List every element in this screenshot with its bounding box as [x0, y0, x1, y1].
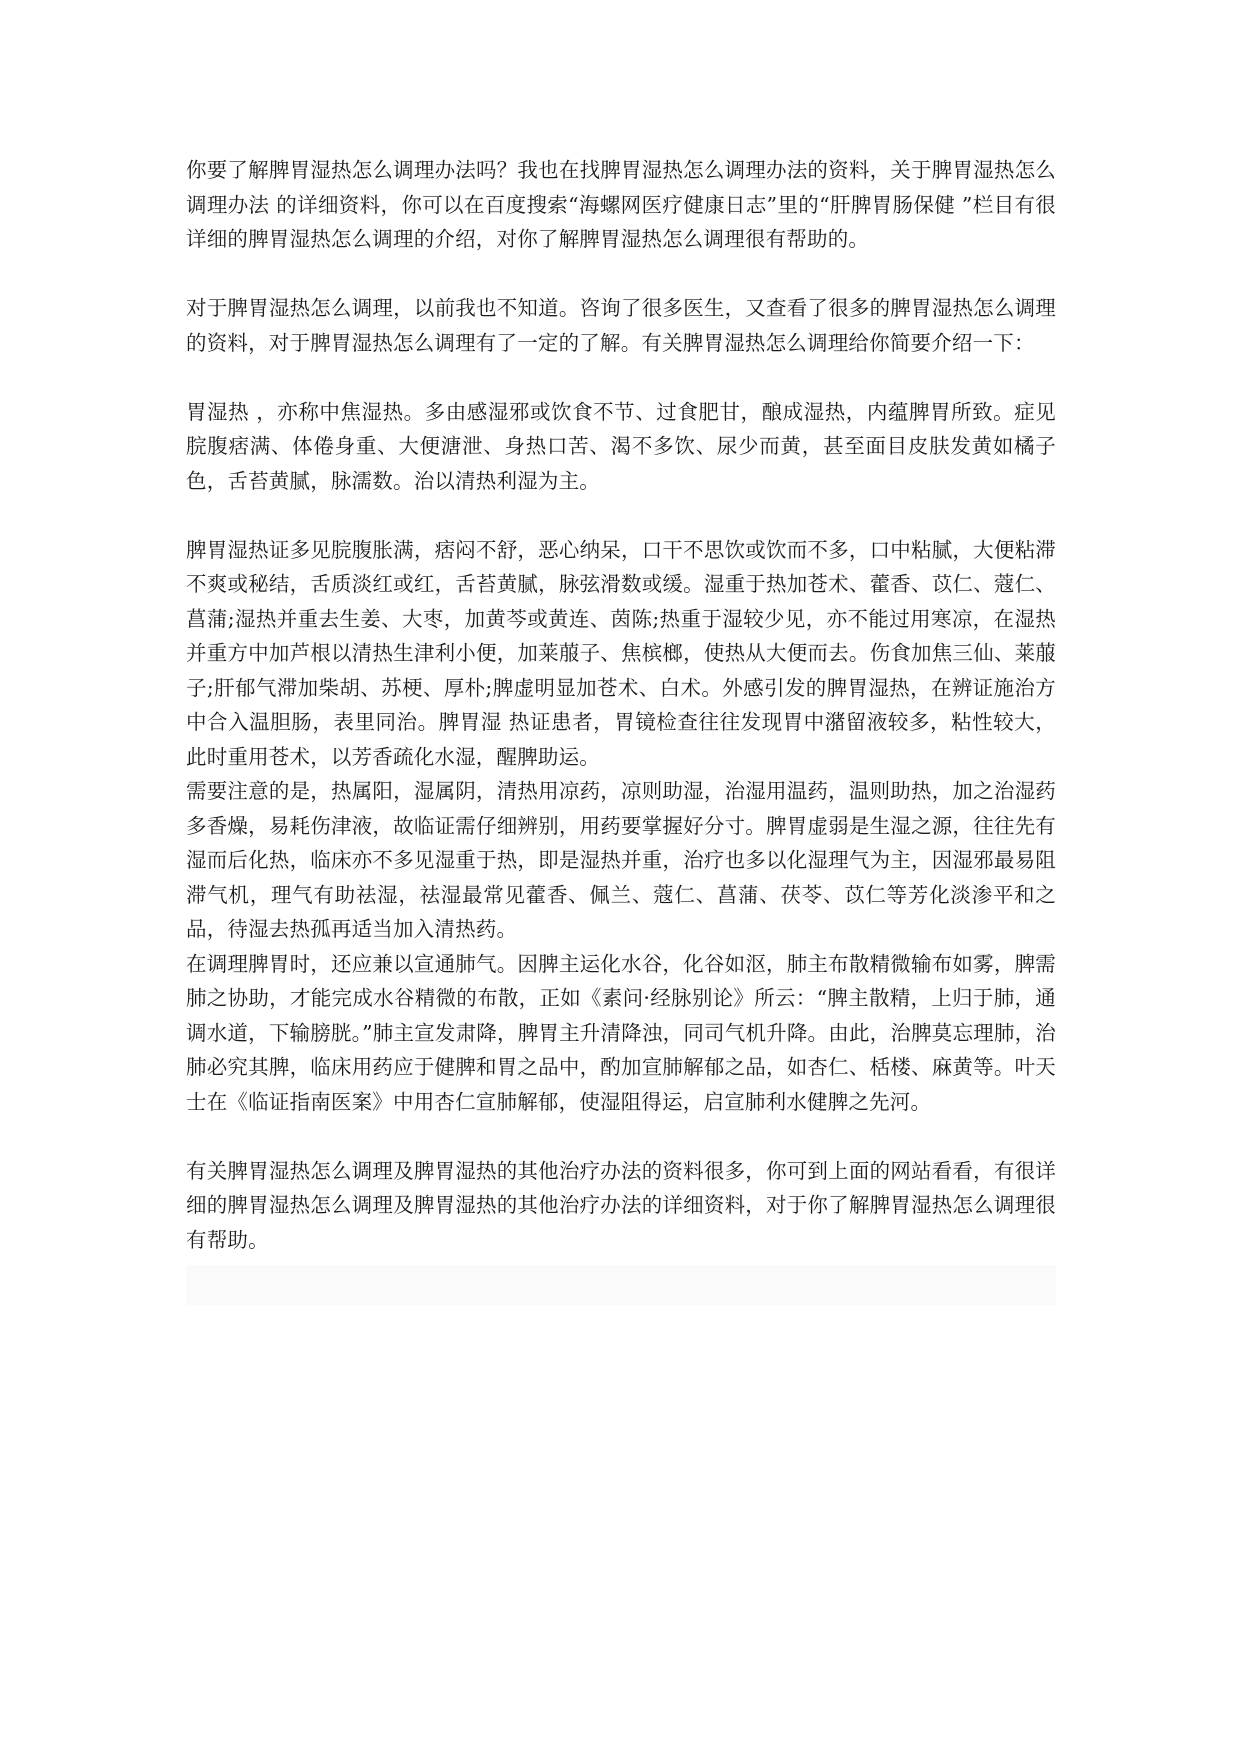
paragraph-gap — [186, 1119, 1056, 1154]
paragraph-conclusion: 有关脾胃湿热怎么调理及脾胃湿热的其他治疗办法的资料很多，你可到上面的网站看看，有很详细的脾胃湿热怎么调理及脾胃湿热的其他治疗办法的详细资料，对于你了解脾胃湿热怎么调理很有帮助。 — [186, 1158, 1056, 1252]
footer-band — [186, 1265, 1056, 1305]
paragraph-intro: 你要了解脾胃湿热怎么调理办法吗？我也在找脾胃湿热怎么调理办法的资料，关于脾胃湿热怎么调理办法 的详细资料，你可以在百度搜索“海螺网医疗健康日志”里的“肝脾胃肠保健 ”栏目有很详细的脾胃湿热怎么调理的介绍，对你了解脾胃湿热怎么调理很有帮助的。 — [186, 158, 1056, 251]
paragraph-treatment: 脾胃湿热证多见脘腹胀满，痞闷不舒，恶心纳呆，口干不思饮或饮而不多，口中粘腻，大便粘滞不爽或秘结，舌质淡红或红，舌苔黄腻，脉弦滑数或缓。湿重于热加苍术、藿香、苡仁、蔻仁、菖蒲;湿热并重去生姜、大枣，加黄芩或黄连、茵陈;热重于湿较少见，亦不能过用寒凉，在湿热并重方中加芦根以清热生津利小便，加莱菔子、焦槟榔，使热从大便而去。伤食加焦三仙、莱菔子;肝郁气滞加柴胡、苏梗、厚朴;脾虚明显加苍术、白术。外感引发的脾胃湿热，在辨证施治方中合入温胆肠，表里同治。脾胃湿 热证患者，胃镜检查往往发现胃中潴留液较多，粘性较大，此时重用苍术，以芳香疏化水湿，醒脾助运。 — [186, 537, 1056, 769]
paragraph-gap — [186, 360, 1056, 395]
paragraph-gap — [186, 257, 1056, 292]
paragraph-background: 对于脾胃湿热怎么调理，以前我也不知道。咨询了很多医生，又查看了很多的脾胃湿热怎么调理的资料，对于脾胃湿热怎么调理有了一定的了解。有关脾胃湿热怎么调理给你简要介绍一下： — [186, 296, 1056, 355]
paragraph-lung-spleen: 在调理脾胃时，还应兼以宣通肺气。因脾主运化水谷，化谷如沤，肺主布散精微输布如雾，脾需肺之协助，才能完成水谷精微的布散，正如《素问·经脉别论》所云：“脾主散精，上归于肺，通调水道，下输膀胱。”肺主宣发肃降，脾胃主升清降浊，同司气机升降。由此，治脾莫忘理肺，治肺必究其脾，临床用药应于健脾和胃之品中，酌加宣肺解郁之品，如杏仁、栝楼、麻黄等。叶天士在《临证指南医案》中用杏仁宣肺解郁，使湿阻得运，启宣肺利水健脾之先河。 — [186, 951, 1056, 1114]
document-body — [186, 153, 1056, 1305]
paragraph-definition: 胃湿热 ，亦称中焦湿热。多由感湿邪或饮食不节、过食肥甘，酿成湿热，内蕴脾胃所致。症见脘腹痞满、体倦身重、大便溏泄、身热口苦、渴不多饮、尿少而黄，甚至面目皮肤发黄如橘子色，舌苔黄腻，脉濡数。治以清热利湿为主。 — [186, 399, 1056, 493]
paragraph-gap — [186, 498, 1056, 533]
paragraph-precautions: 需要注意的是，热属阳，湿属阴，清热用凉药，凉则助湿，治湿用温药，温则助热，加之治湿药多香燥，易耗伤津液，故临证需仔细辨别，用药要掌握好分寸。脾胃虚弱是生湿之源，往往先有湿而后化热，临床亦不多见湿重于热，即是湿热并重，治疗也多以化湿理气为主，因湿邪最易阻滞气机，理气有助祛湿，祛湿最常见藿香、佩兰、蔻仁、菖蒲、茯苓、苡仁等芳化淡渗平和之品，待湿去热孤再适当加入清热药。 — [186, 779, 1056, 941]
